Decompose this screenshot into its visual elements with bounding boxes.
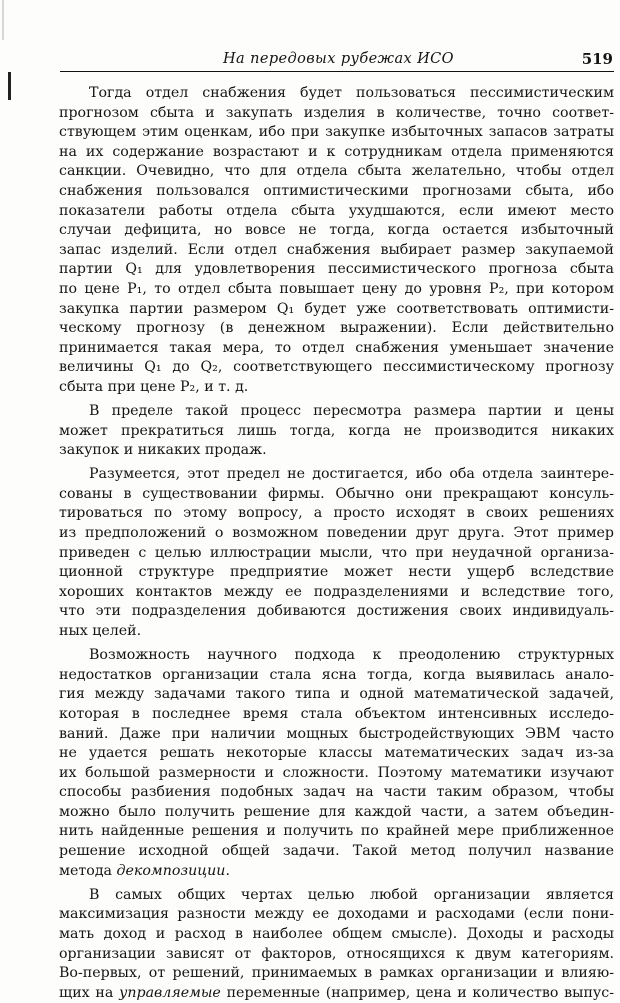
paragraph-3 — [59, 465, 614, 641]
text-line: тироваться по этому вопросу, а просто исходят в своих решениях — [59, 505, 614, 522]
text-fragment: щих на — [59, 984, 120, 1001]
scan-edge-mark — [2, 0, 4, 40]
text-line: их большой размерности и сложности. Поэтому математики изучают — [59, 764, 614, 781]
text-line: Возможность научного подхода к преодолению структурных — [89, 647, 614, 664]
text-line: из предположений о возможном поведении друг друга. Этот пример — [59, 525, 614, 542]
emphasized-term: управляемые — [119, 984, 221, 1001]
text-line — [59, 984, 614, 1003]
text-line: может прекратиться лишь тогда, когда не производится никаких — [59, 422, 614, 439]
text-fragment: метода — [59, 862, 117, 879]
text-line: по цене P₁, то отдел сбыта повышает цену до уровня P₂, при котором — [59, 280, 614, 297]
text-line: сованы в существовании фирмы. Обычно они прекращают консуль- — [59, 485, 614, 502]
text-line: решение исходной общей задачи. Такой метод получил название — [59, 843, 614, 860]
text-line: нить найденные решения и получить по крайней мере приближенное — [59, 823, 614, 840]
text-line: показатели работы отдела сбыта ухудшаются, если имеют место — [59, 202, 614, 219]
text-line: Тогда отдел снабжения будет пользоваться пессимистическим — [89, 85, 614, 101]
paragraph-4 — [59, 646, 614, 881]
text-line: ционной структуре предприятие может нести ущерб вследствие — [59, 564, 614, 581]
text-line: санкции. Очевидно, что для отдела сбыта желательно, чтобы отдел — [59, 163, 614, 180]
text-line: сбыта при цене P₂, и т. д. — [59, 378, 249, 395]
text-line: ствующем этим оценкам, ибо при закупке избыточных запасов затраты — [59, 124, 614, 141]
text-line: ческому прогнозу (в денежном выражении). Если действительно — [59, 320, 614, 337]
text-line: хороших контактов между ее подразделениями и вследствие того, — [59, 583, 614, 600]
text-line — [59, 862, 614, 882]
text-line: ных целей. — [59, 623, 142, 640]
running-title: На передовых рубежах ИСО — [223, 51, 454, 67]
text-line: принимается такая мера, то отдел снабжения уменьшает значение — [59, 339, 614, 356]
text-line: максимизация разности между ее доходами и расходами (если пони- — [59, 906, 614, 923]
paragraph-1 — [59, 84, 614, 398]
scan-margin-mark — [8, 72, 11, 100]
text-line: В самых общих чертах целью любой организации является — [89, 886, 614, 903]
text-line: можно было получить решение для каждой части, а затем объедин- — [59, 803, 614, 820]
text-line: которая в последнее время стала объектом интенсивных исследо- — [59, 705, 614, 722]
text-line: партии Q₁ для удовлетворения пессимистического прогноза сбыта — [59, 261, 614, 278]
page-header — [60, 49, 614, 72]
text-line: величины Q₁ до Q₂, соответствующего пессимистическому прогнозу — [59, 359, 614, 376]
text-line: не удается решать некоторые классы математических задач из-за — [59, 745, 614, 762]
paragraph-2 — [59, 402, 614, 461]
paragraph-5 — [59, 886, 614, 1003]
text-line: закупка партии размером Q₁ будет уже соответствовать оптимисти- — [59, 300, 614, 317]
emphasized-term: декомпозиции — [116, 862, 226, 879]
text-line: способы разбиения подобных задач на части таким образом, чтобы — [59, 784, 614, 801]
text-line: случаи дефицита, но вовсе не тогда, когда остается избыточный — [59, 222, 614, 239]
text-line: запас изделий. Если отдел снабжения выбирает размер закупаемой — [59, 241, 614, 258]
page-body — [59, 84, 614, 1003]
text-line: гия между задачами такого типа и одной математической задачей, — [59, 686, 614, 703]
text-line: организации зависят от факторов, относящихся к двум категориям. — [59, 945, 614, 962]
text-line: что эти подразделения добиваются достижения своих индивидуаль- — [59, 603, 614, 620]
text-line: прогнозом сбыта и закупать изделия в количестве, точно соответ- — [59, 104, 614, 121]
text-fragment: . — [225, 862, 230, 879]
text-line: закупок и никаких продаж. — [59, 442, 267, 459]
page-number: 519 — [581, 50, 613, 68]
text-fragment: переменные (например, цена и количество выпус- — [220, 984, 614, 1001]
text-line: ваний. Даже при наличии мощных быстродействующих ЭВМ часто — [59, 725, 614, 742]
text-line: Во-первых, от решений, принимаемых в рамках организации и влияю- — [59, 965, 614, 982]
text-line: недостатков организации стала ясна тогда, когда выявилась анало- — [59, 666, 614, 683]
text-line: снабжения пользовался оптимистическими прогнозами сбыта, ибо — [59, 182, 614, 199]
text-line: Разумеется, этот предел не достигается, ибо оба отдела заинтере- — [89, 466, 614, 483]
text-line: на их содержание возрастают и к сотрудникам отдела применяются — [59, 143, 614, 160]
text-line: мать доход и расход в наиболее общем смысле). Доходы и расходы — [59, 925, 614, 942]
text-line: В пределе такой процесс пересмотра размера партии и цены — [89, 403, 614, 419]
text-line: приведен с целью иллюстрации мысли, что при неудачной организа- — [59, 544, 614, 561]
